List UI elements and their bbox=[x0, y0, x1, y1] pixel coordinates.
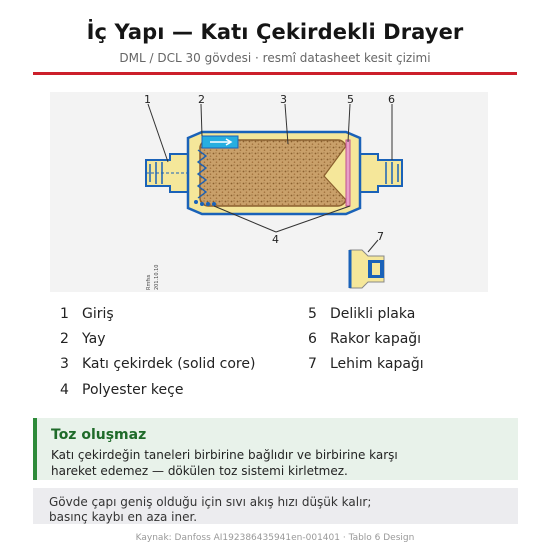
info-card bbox=[33, 418, 518, 480]
perforated-plate bbox=[346, 140, 350, 206]
legend-item: 5 Delikli plaka bbox=[308, 306, 416, 322]
callout-7: 7 bbox=[377, 230, 384, 243]
legend-item: 7 Lehim kapağı bbox=[308, 356, 424, 372]
note-card-body: Gövde çapı geniş olduğu için sıvı akış hızı düşük kalır; basınç kaybı en aza iner. bbox=[49, 495, 372, 524]
red-divider bbox=[33, 72, 517, 75]
outlet-fitting bbox=[360, 154, 402, 192]
callout-4: 4 bbox=[272, 233, 279, 246]
note-card bbox=[33, 488, 518, 524]
page-subtitle: DML / DCL 30 gövdesi · resmî datasheet kesit çizimi bbox=[119, 51, 431, 65]
svg-text:201.10.10: 201.10.10 bbox=[154, 264, 160, 290]
callout-5: 5 bbox=[347, 93, 354, 106]
svg-text:Rmfss: Rmfss bbox=[146, 274, 152, 290]
callout-3: 3 bbox=[280, 93, 287, 106]
solid-core bbox=[200, 140, 346, 206]
info-card-title: Toz oluşmaz bbox=[51, 427, 147, 443]
callout-2: 2 bbox=[198, 93, 205, 106]
side-reference-text bbox=[146, 265, 160, 290]
header bbox=[0, 0, 550, 65]
cross-section-figure bbox=[50, 92, 488, 292]
legend-item: 3 Katı çekirdek (solid core) bbox=[60, 356, 256, 372]
page-title: İç Yapı — Katı Çekirdekli Drayer bbox=[86, 20, 464, 44]
legend-item: 6 Rakor kapağı bbox=[308, 331, 422, 347]
legend-item: 1 Giriş bbox=[60, 306, 114, 322]
callout-6: 6 bbox=[388, 93, 395, 106]
callout-1: 1 bbox=[144, 93, 151, 106]
legend-item: 2 Yay bbox=[60, 331, 106, 347]
legend-item: 4 Polyester keçe bbox=[60, 382, 184, 398]
drier-cross-section-drawing bbox=[50, 92, 488, 292]
info-card-body: Katı çekirdeğin taneleri birbirine bağlıdır ve birbirine karşı hareket edemez — dökülen toz sistemi kirletmez. bbox=[51, 448, 398, 478]
source-footer: Kaynak: Danfoss AI192386435941en-001401 · Tablo 6 Design bbox=[135, 533, 415, 543]
solder-cap bbox=[350, 250, 384, 288]
